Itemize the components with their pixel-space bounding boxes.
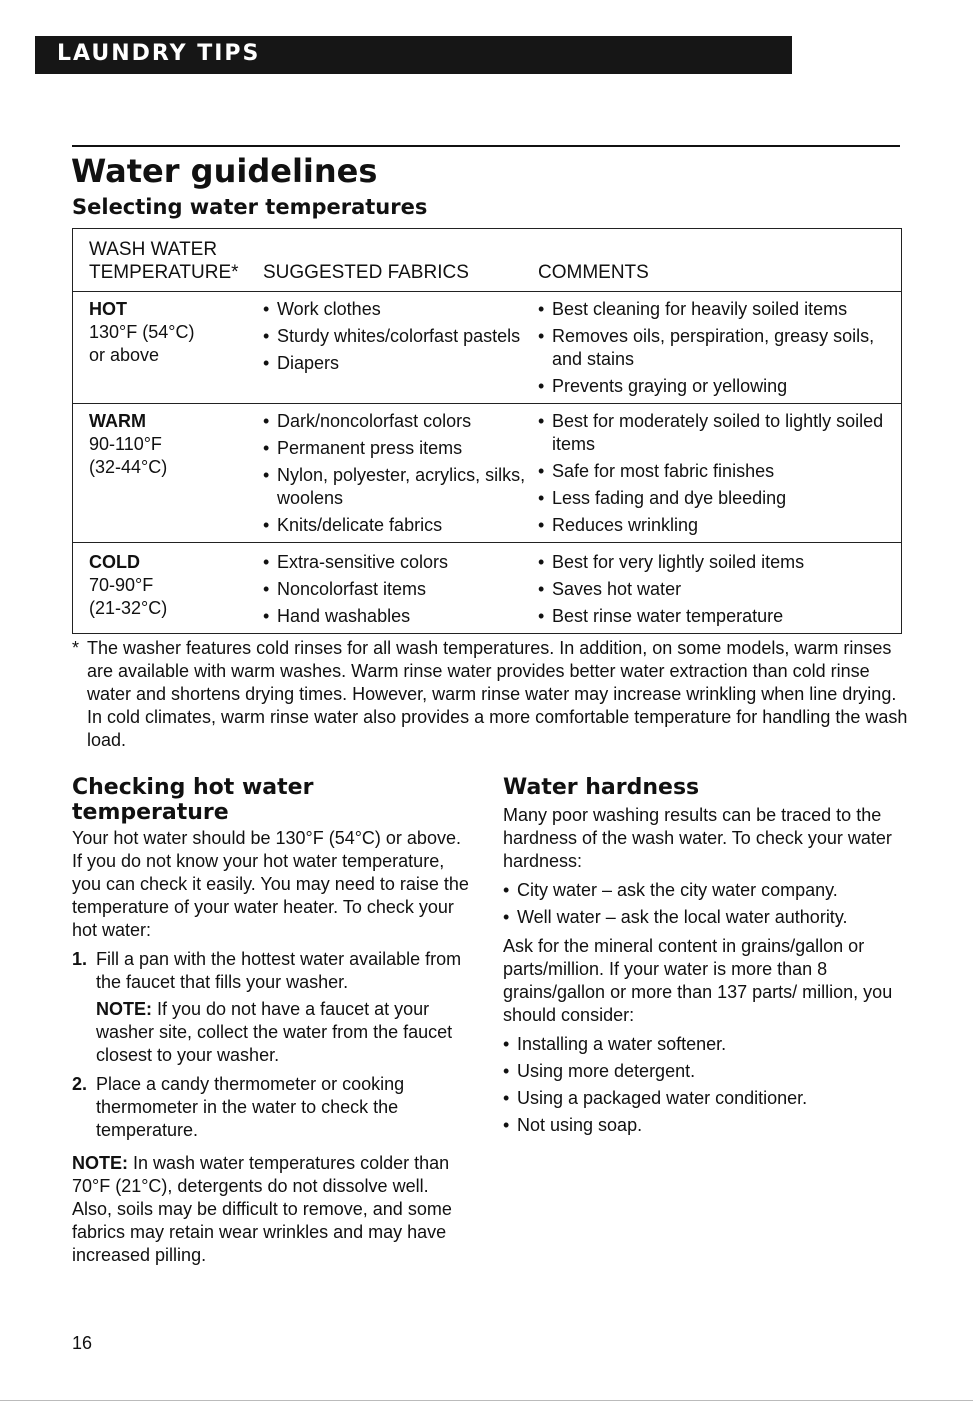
checking-intro: Your hot water should be 130°F (54°C) or above. If you do not know your hot water temperature, you can check it easily. You may need to raise the temperature of your water heater. To check your hot water: bbox=[72, 828, 469, 940]
hardness-options bbox=[503, 1033, 903, 1137]
temp-cell bbox=[89, 410, 167, 479]
comments-list bbox=[538, 410, 898, 541]
note-text: If you do not have a faucet at your washer site, collect the water from the faucet closest to your washer. bbox=[96, 999, 453, 1065]
footnote-mark: * bbox=[72, 638, 80, 658]
section-subtitle: Selecting water temperatures bbox=[72, 195, 428, 219]
fabrics-list bbox=[263, 298, 533, 379]
step-item bbox=[72, 948, 472, 1067]
step-text: Place a candy thermometer or cooking thermometer in the water to check the temperature. bbox=[96, 1074, 405, 1140]
note-text: In wash water temperatures colder than 70°F (21°C), detergents do not dissolve well. Also, soils may be difficult to remove, and some fabrics may retain wear wrinkles and may have increased pilling. bbox=[72, 1153, 452, 1265]
temp-name: HOT bbox=[89, 299, 127, 319]
comment-item: • Best rinse water temperature bbox=[538, 605, 898, 628]
checking-note bbox=[72, 1152, 472, 1267]
temp-range: or above bbox=[89, 345, 160, 365]
page-number: 16 bbox=[72, 1333, 93, 1353]
fabric-item: • Nylon, polyester, acrylics, silks, woolens bbox=[263, 464, 533, 510]
table-row bbox=[73, 404, 901, 543]
fabric-item: • Sturdy whites/colorfast pastels bbox=[263, 325, 533, 348]
step-text: Fill a pan with the hottest water available from the faucet that fills your washer. bbox=[96, 949, 462, 992]
fabric-item: • Permanent press items bbox=[263, 437, 533, 460]
temp-range: 90-110°F bbox=[89, 434, 162, 454]
step-note bbox=[96, 998, 472, 1067]
temp-range: (21-32°C) bbox=[89, 598, 168, 618]
temp-cell bbox=[89, 298, 194, 367]
water-temperature-table bbox=[72, 228, 902, 634]
fabric-item: • Knits/delicate fabrics bbox=[263, 514, 533, 537]
comment-item: • Reduces wrinkling bbox=[538, 514, 898, 537]
fabrics-list bbox=[263, 551, 533, 632]
temp-name: COLD bbox=[89, 552, 140, 572]
option-item: • Using a packaged water conditioner. bbox=[503, 1087, 903, 1110]
page-edge bbox=[0, 1400, 973, 1401]
header-temperature-line1: WASH WATER bbox=[89, 239, 218, 260]
fabric-item: • Dark/noncolorfast colors bbox=[263, 410, 533, 433]
page-title: Water guidelines bbox=[71, 152, 378, 190]
comment-item: • Best for moderately soiled to lightly soiled items bbox=[538, 410, 898, 456]
comment-item: • Best cleaning for heavily soiled items bbox=[538, 298, 898, 321]
comment-item: • Best for very lightly soiled items bbox=[538, 551, 898, 574]
note-label: NOTE: bbox=[72, 1153, 128, 1173]
step-number: 1. bbox=[72, 949, 88, 969]
hardness-checks bbox=[503, 879, 903, 929]
table-row bbox=[73, 543, 901, 633]
temp-name: WARM bbox=[89, 411, 146, 431]
heading-rule bbox=[72, 145, 900, 147]
comment-item: • Safe for most fabric finishes bbox=[538, 460, 898, 483]
comment-item: • Saves hot water bbox=[538, 578, 898, 601]
note-label: NOTE: bbox=[96, 999, 152, 1019]
comment-item: • Less fading and dye bleeding bbox=[538, 487, 898, 510]
table-header-row bbox=[73, 229, 901, 292]
header-fabrics: SUGGESTED FABRICS bbox=[263, 262, 469, 283]
comment-item: • Prevents graying or yellowing bbox=[538, 375, 898, 398]
fabric-item: • Extra-sensitive colors bbox=[263, 551, 533, 574]
header-temperature-line2: TEMPERATURE* bbox=[89, 262, 239, 283]
water-hardness-section bbox=[503, 775, 903, 1141]
checking-title: Checking hot water temperature bbox=[72, 775, 314, 825]
footnote-text: The washer features cold rinses for all wash temperatures. In addition, on some models, warm rinses are available with warm washes. Warm rinse water provides better water extraction than cold rinse water and shortens drying times. However, warm rinse water may increase wrinkling when line drying. In cold climates, warm rinse water also provides a more comfortable temperature for handling the wash load. bbox=[87, 638, 908, 750]
fabric-item: • Noncolorfast items bbox=[263, 578, 533, 601]
checking-steps bbox=[72, 948, 472, 1142]
table-row bbox=[73, 292, 901, 404]
step-number: 2. bbox=[72, 1074, 88, 1094]
check-item: • Well water – ask the local water authority. bbox=[503, 906, 903, 929]
fabric-item: • Diapers bbox=[263, 352, 533, 375]
temp-range: 130°F (54°C) bbox=[89, 322, 195, 342]
option-item: • Using more detergent. bbox=[503, 1060, 903, 1083]
option-item: • Not using soap. bbox=[503, 1114, 903, 1137]
header-comments: COMMENTS bbox=[538, 262, 649, 283]
section-banner bbox=[35, 36, 792, 74]
fabric-item: • Work clothes bbox=[263, 298, 533, 321]
fabrics-list bbox=[263, 410, 533, 541]
temp-cell bbox=[89, 551, 167, 620]
comments-list bbox=[538, 551, 898, 632]
hardness-para: Ask for the mineral content in grains/gallon or parts/million. If your water is more than 8 grains/gallon or more than 137 parts/ million, you should consider: bbox=[503, 936, 893, 1025]
step-item bbox=[72, 1073, 472, 1142]
temp-range: 70-90°F bbox=[89, 575, 154, 595]
option-item: • Installing a water softener. bbox=[503, 1033, 903, 1056]
comment-item: • Removes oils, perspiration, greasy soils, and stains bbox=[538, 325, 898, 371]
check-item: • City water – ask the city water company. bbox=[503, 879, 903, 902]
hardness-intro: Many poor washing results can be traced to the hardness of the wash water. To check your water hardness: bbox=[503, 805, 892, 871]
comments-list bbox=[538, 298, 898, 402]
temp-range: (32-44°C) bbox=[89, 457, 168, 477]
header-temperature bbox=[89, 238, 239, 284]
hardness-title: Water hardness bbox=[503, 775, 700, 800]
banner-title: LAUNDRY TIPS bbox=[57, 41, 261, 66]
checking-hot-water-section bbox=[72, 775, 472, 1267]
fabric-item: • Hand washables bbox=[263, 605, 533, 628]
